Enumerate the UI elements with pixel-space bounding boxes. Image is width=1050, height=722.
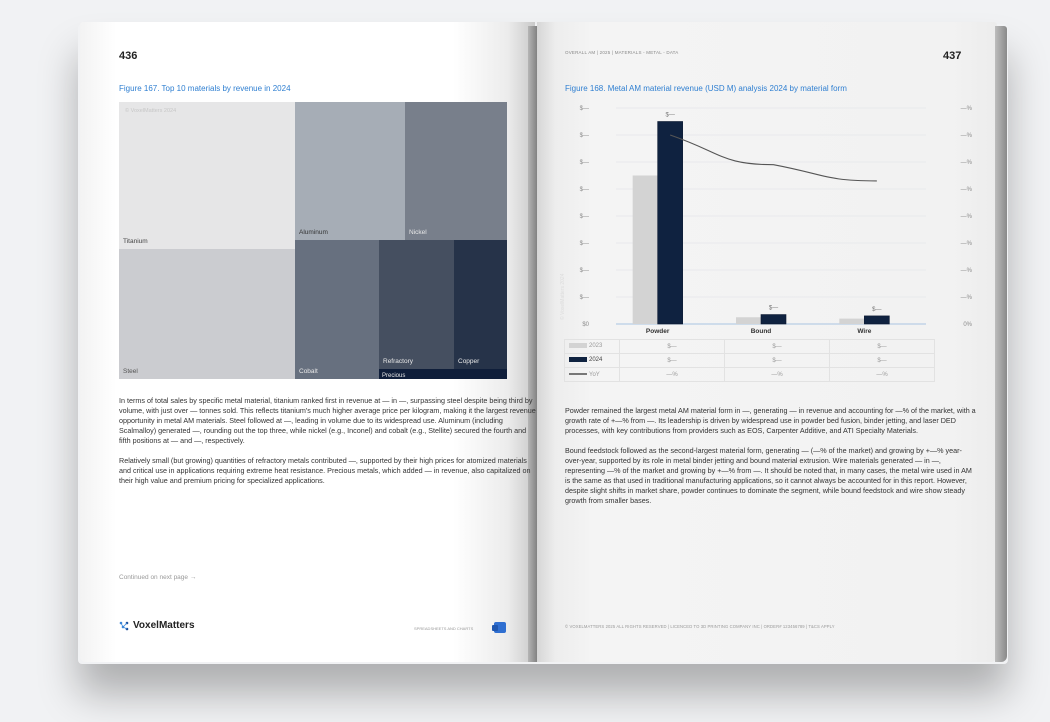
table-row	[565, 340, 935, 354]
copyright-footer: © VOXELMATTERS 2025 ALL RIGHTS RESERVED | LICENCED TO 3D PRINTING COMPANY INC | ORDER# 123456789 | T&CS APPLY	[565, 624, 835, 629]
paragraph: In terms of total sales by specific metal material, titanium ranked first in revenue at — in —, surpassing steel despite being third by volume, with just over — tonnes sold. This reflects titanium's much higher average price per kilogram, making it the largest revenue opportunity in metal AM materials. Steel followed at —, leading in volume due to its widespread use. Aluminum (including Scalmalloy) generated —, rounding out the top three, while nickel (e.g., Inconel) and cobalt (e.g., Stellite) secured the fourth and fifth positions at — and —, respectively.	[119, 396, 536, 445]
y-tick-right: —%	[960, 106, 972, 112]
table-row	[565, 354, 935, 368]
y-tick-left: $—	[579, 214, 589, 220]
treemap-watermark: © VoxelMatters 2024	[125, 108, 177, 114]
bar-2024-wire	[864, 316, 889, 324]
legend-cell	[565, 340, 620, 354]
table-cell: $—	[725, 354, 830, 368]
table-cell: $—	[620, 354, 725, 368]
y-tick-right: —%	[960, 187, 972, 193]
bar-2023-powder	[633, 176, 658, 325]
treemap-tile-copper	[454, 240, 507, 369]
page-number-right: 437	[943, 50, 962, 62]
table-cell: $—	[620, 340, 725, 354]
treemap-tile-titanium	[119, 102, 295, 249]
treemap-tile-steel	[119, 249, 295, 379]
y-tick-left: $—	[579, 295, 589, 301]
logo-text: VoxelMatters	[133, 620, 195, 631]
bar-value-label: $—	[872, 306, 882, 313]
bar-2023-bound	[736, 317, 761, 324]
figure-title-left: Figure 167. Top 10 materials by revenue in 2024	[119, 84, 291, 93]
voxelmatters-logo-icon	[119, 621, 129, 631]
paragraph: Relatively small (but growing) quantities of refractory metals contributed —, supported by their high prices for atomized materials and critical use in applications requiring extreme heat resistance. Precious metals, which added — in revenue, also capitalized on their high value and premium pricing for specialized applications.	[119, 456, 531, 485]
treemap-tile-aluminum	[295, 102, 405, 240]
paragraph: Powder remained the largest metal AM material form in —, generating — in revenue and accounting for —% of the market, with a growth rate of +—% from —. Its leadership is driven by widespread use in powder bed fusion, binder jetting, and laser DED processes, with key contributions from providers such as EOS, Carpenter Additive, and ATI Specialty Materials.	[565, 406, 976, 435]
bar-2023-wire	[839, 319, 864, 324]
y-tick-right: —%	[960, 214, 972, 220]
legend-swatch-2023	[569, 343, 587, 348]
category-label: Bound	[750, 328, 772, 335]
bar-2024-bound	[761, 315, 786, 324]
treemap-tile-refractory	[379, 240, 454, 369]
yoy-line	[670, 135, 877, 181]
voxelmatters-logo	[119, 620, 195, 631]
left-body-text	[119, 396, 537, 496]
y-tick-right: —%	[960, 133, 972, 139]
table-cell: —%	[830, 368, 935, 382]
legend-label: 2024	[589, 357, 603, 364]
chart-svg	[556, 100, 976, 336]
treemap-label: Refractory	[383, 358, 413, 365]
y-tick-left: $—	[579, 160, 589, 166]
y-tick-right: —%	[960, 160, 972, 166]
treemap-label: Precious	[382, 373, 406, 379]
y-tick-left: $—	[579, 106, 589, 112]
treemap-tile-precious	[379, 369, 507, 379]
bar-2024-powder	[658, 122, 683, 325]
bar-line-chart	[556, 100, 976, 336]
treemap-label: Aluminum	[299, 229, 328, 236]
y-tick-left: $—	[579, 241, 589, 247]
footer-label-spreadsheets: SPREADSHEETS AND CHARTS	[414, 626, 474, 631]
table-cell: $—	[830, 354, 935, 368]
page-number-left: 436	[119, 50, 138, 62]
excel-icon[interactable]	[494, 622, 506, 633]
paragraph: Bound feedstock followed as the second-largest material form, generating — (—% of the market) and growing by +—% year-over-year, supported by its role in metal binder jetting and bound material extrusion. Wire materials generated — in —, representing —% of the market and growing by +—% from —. It should be noted that, in many cases, the metal wire used in AM is the same as that used in traditional manufacturing applications, so it cannot always be accounted for in this report. However, despite slight shifts in market share, powder continues to dominate the segment, while bound feedstock and wire show steady growth from smaller bases.	[565, 446, 972, 505]
bar-value-label: $—	[665, 112, 675, 119]
y-tick-right: —%	[960, 241, 972, 247]
treemap-label: Copper	[458, 358, 480, 365]
table-cell: —%	[725, 368, 830, 382]
treemap-label: Nickel	[409, 229, 427, 236]
treemap-tile-nickel	[405, 102, 507, 240]
figure-title-right: Figure 168. Metal AM material revenue (USD M) analysis 2024 by material form	[565, 84, 847, 93]
y-tick-right: —%	[960, 268, 972, 274]
y-tick-left: $—	[579, 133, 589, 139]
legend-swatch-2024	[569, 357, 587, 362]
continued-link[interactable]: Continued on next page →	[119, 574, 197, 581]
legend-cell	[565, 354, 620, 368]
treemap-label: Cobalt	[299, 368, 318, 375]
category-label: Powder	[645, 328, 670, 335]
category-label: Wire	[857, 328, 872, 335]
legend-cell	[565, 368, 620, 382]
chart-data-table	[564, 339, 935, 382]
right-body-text	[565, 406, 977, 516]
chart-watermark: © VoxelMatters 2024	[560, 273, 566, 320]
treemap-label: Steel	[123, 368, 138, 375]
y-tick-right: 0%	[963, 322, 972, 328]
running-head: OVERALL AM | 2025 | MATERIALS - METAL - DATA	[565, 50, 679, 55]
table-row	[565, 368, 935, 382]
treemap-label: Titanium	[123, 238, 148, 245]
table-cell: —%	[620, 368, 725, 382]
table-cell: $—	[830, 340, 935, 354]
y-tick-left: $0	[582, 322, 589, 328]
legend-label: 2023	[589, 343, 603, 350]
y-tick-left: $—	[579, 268, 589, 274]
y-tick-left: $—	[579, 187, 589, 193]
bar-value-label: $—	[768, 305, 779, 312]
y-tick-right: —%	[960, 295, 972, 301]
legend-label: YoY	[589, 371, 600, 378]
treemap-tile-cobalt	[295, 240, 379, 379]
treemap-chart	[119, 102, 507, 379]
legend-swatch-yoy	[569, 373, 587, 375]
page-edge	[995, 26, 1007, 662]
table-cell: $—	[725, 340, 830, 354]
